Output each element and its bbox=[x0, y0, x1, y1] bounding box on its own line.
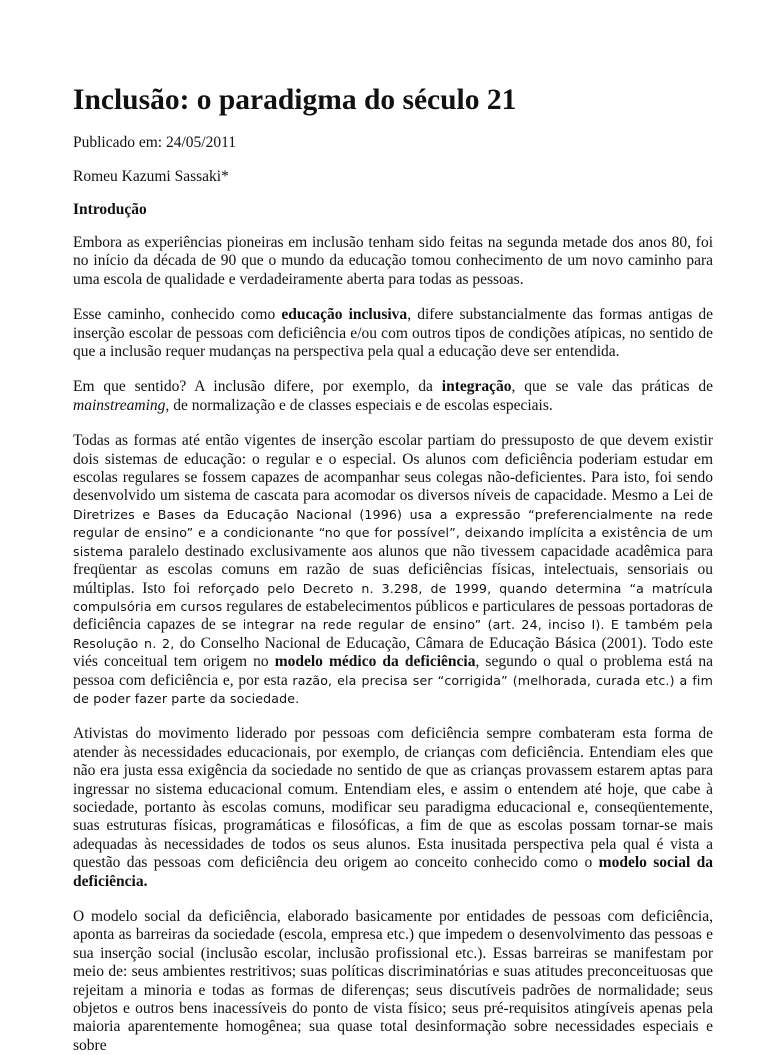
paragraph-4 bbox=[73, 432, 713, 708]
paragraph-4-text-2: paralelo destinado exclusivamente aos alunos que não tivessem capacidade acadêmica para freqüentar as escolas comuns em razão de suas deficiências físicas, intelectuais, sensoriais ou múltiplas. Isto foi bbox=[73, 542, 713, 597]
paragraph-3-text-2: , que se vale das práticas de bbox=[511, 378, 714, 396]
term-modelo-social: modelo social da deficiência. bbox=[73, 854, 713, 890]
document-title: Inclusão: o paradigma do século 21 bbox=[73, 84, 517, 116]
author-name: Romeu Kazumi Sassaki* bbox=[73, 168, 229, 185]
paragraph-4-text-3: regulares de estabelecimentos públicos e particulares de pessoas portadoras de deficiência capazes de bbox=[73, 597, 713, 634]
paragraph-3 bbox=[73, 378, 713, 415]
paragraph-1: Embora as experiências pioneiras em inclusão tenham sido feitas na segunda metade dos anos 80, foi no início da década de 90 que o mundo da educação tomou conhecimento de um novo caminho para uma escola de qualidade e verdadeiramente aberta para todas as pessoas. bbox=[73, 234, 713, 288]
paragraph-4-sans-3: se integrar na rede regular de ensino” (art. 24, inciso I). E também pela Resolução n. 2, bbox=[73, 617, 713, 651]
paragraph-4-sans-2: reforçado pelo Decreto n. 3.298, de 1999, quando determina “a matrícula compulsória em cursos bbox=[73, 580, 713, 614]
term-educacao-inclusiva: educação inclusiva bbox=[281, 306, 408, 324]
term-modelo-medico: modelo médico da deficiência bbox=[274, 653, 476, 671]
paragraph-3-text-3: de normalização e de classes especiais e de escolas especiais. bbox=[169, 396, 553, 414]
paragraph-4-sans-4: razão, ela precisa ser “corrigida” (melhorada, curada etc.) a fim de poder fazer parte da sociedade. bbox=[73, 672, 713, 706]
paragraph-5 bbox=[73, 725, 713, 891]
paragraph-5-text-1: Ativistas do movimento liderado por pessoas com deficiência sempre combateram esta forma de atender às necessidades educacionais, por exemplo, de crianças com deficiência. Entendiam eles que não era justa essa exigência da sociedade no sentido de que as crianças provassem estarem aptas para ingressar no sistema educacional comum. Entendiam eles, e assim o entendem até hoje, que cabe à sociedade, portanto às escolas comuns, modificar seu paradigma educacional e, conseqüentemente, suas estruturas físicas, programáticas e filosóficas, a fim de que as escolas possam tornar-se mais adequadas às necessidades de todos os seus alunos. Esta inusitada perspectiva pela qual é vista a questão das pessoas com deficiência deu origem ao conceito conhecido como o bbox=[73, 725, 713, 872]
paragraph-2-text-2: , difere substancialmente das formas antigas de inserção escolar de pessoas com deficiência e/ou com outros tipos de condições atípicas, no sentido de que a inclusão requer mudanças na perspectiva pela qual a educação deve ser entendida. bbox=[73, 306, 714, 361]
paragraph-6: O modelo social da deficiência, elaborado basicamente por entidades de pessoas com deficiência, aponta as barreiras da sociedade (escola, empresa etc.) que impedem o desenvolvimento das pessoas e sua inserção social (inclusão escolar, inclusão profissional etc.). Essas barreiras se manifestam por meio de: seus ambientes restritivos; suas políticas discriminatórias e suas atitudes preconceituosas que rejeitam a minoria e todas as formas de diferenças; seus discutíveis padrões de normalidade; seus objetos e outros bens inacessíveis do ponto de vista físico; seus pré-requisitos atingíveis apenas pela maioria aparentemente homogênea; sua quase total desinformação sobre necessidades especiais e sobre bbox=[73, 908, 713, 1054]
paragraph-2-text-1: Esse caminho, conhecido como bbox=[73, 306, 282, 324]
term-integracao: integração bbox=[441, 378, 512, 396]
paragraph-4-text-1: Todas as formas até então vigentes de inserção escolar partiam do pressuposto de que devem existir dois sistemas de educação: o regular e o especial. Os alunos com deficiência poderiam estudar em escolas regulares se fossem capazes de acompanhar seus colegas não-deficientes. Para isto, foi sendo desenvolvido um sistema de cascata para acomodar os diversos níveis de capacidade. Mesmo a Lei de bbox=[73, 432, 713, 505]
paragraph-4-text-4: do Conselho Nacional de Educação, Câmara de Educação Básica (2001). Todo este viés conceitual tem origem no bbox=[73, 634, 713, 671]
paragraph-4-text-5: , segundo o qual o problema está na pessoa com deficiência e, por esta bbox=[73, 653, 713, 689]
paragraph-3-text-1: Em que sentido? A inclusão difere, por exemplo, da bbox=[73, 378, 442, 396]
term-mainstreaming: mainstreaming, bbox=[73, 396, 170, 414]
paragraph-4-sans-1: Diretrizes e Bases da Educação Nacional (1996) usa a expressão “preferencialmente na rede regular de ensino” e a condicionante “no que for possível”, deixando implícita a existência de um sistema bbox=[73, 506, 713, 559]
paragraph-2 bbox=[73, 306, 713, 361]
section-heading: Introdução bbox=[73, 201, 147, 218]
publication-date: Publicado em: 24/05/2011 bbox=[73, 134, 237, 151]
